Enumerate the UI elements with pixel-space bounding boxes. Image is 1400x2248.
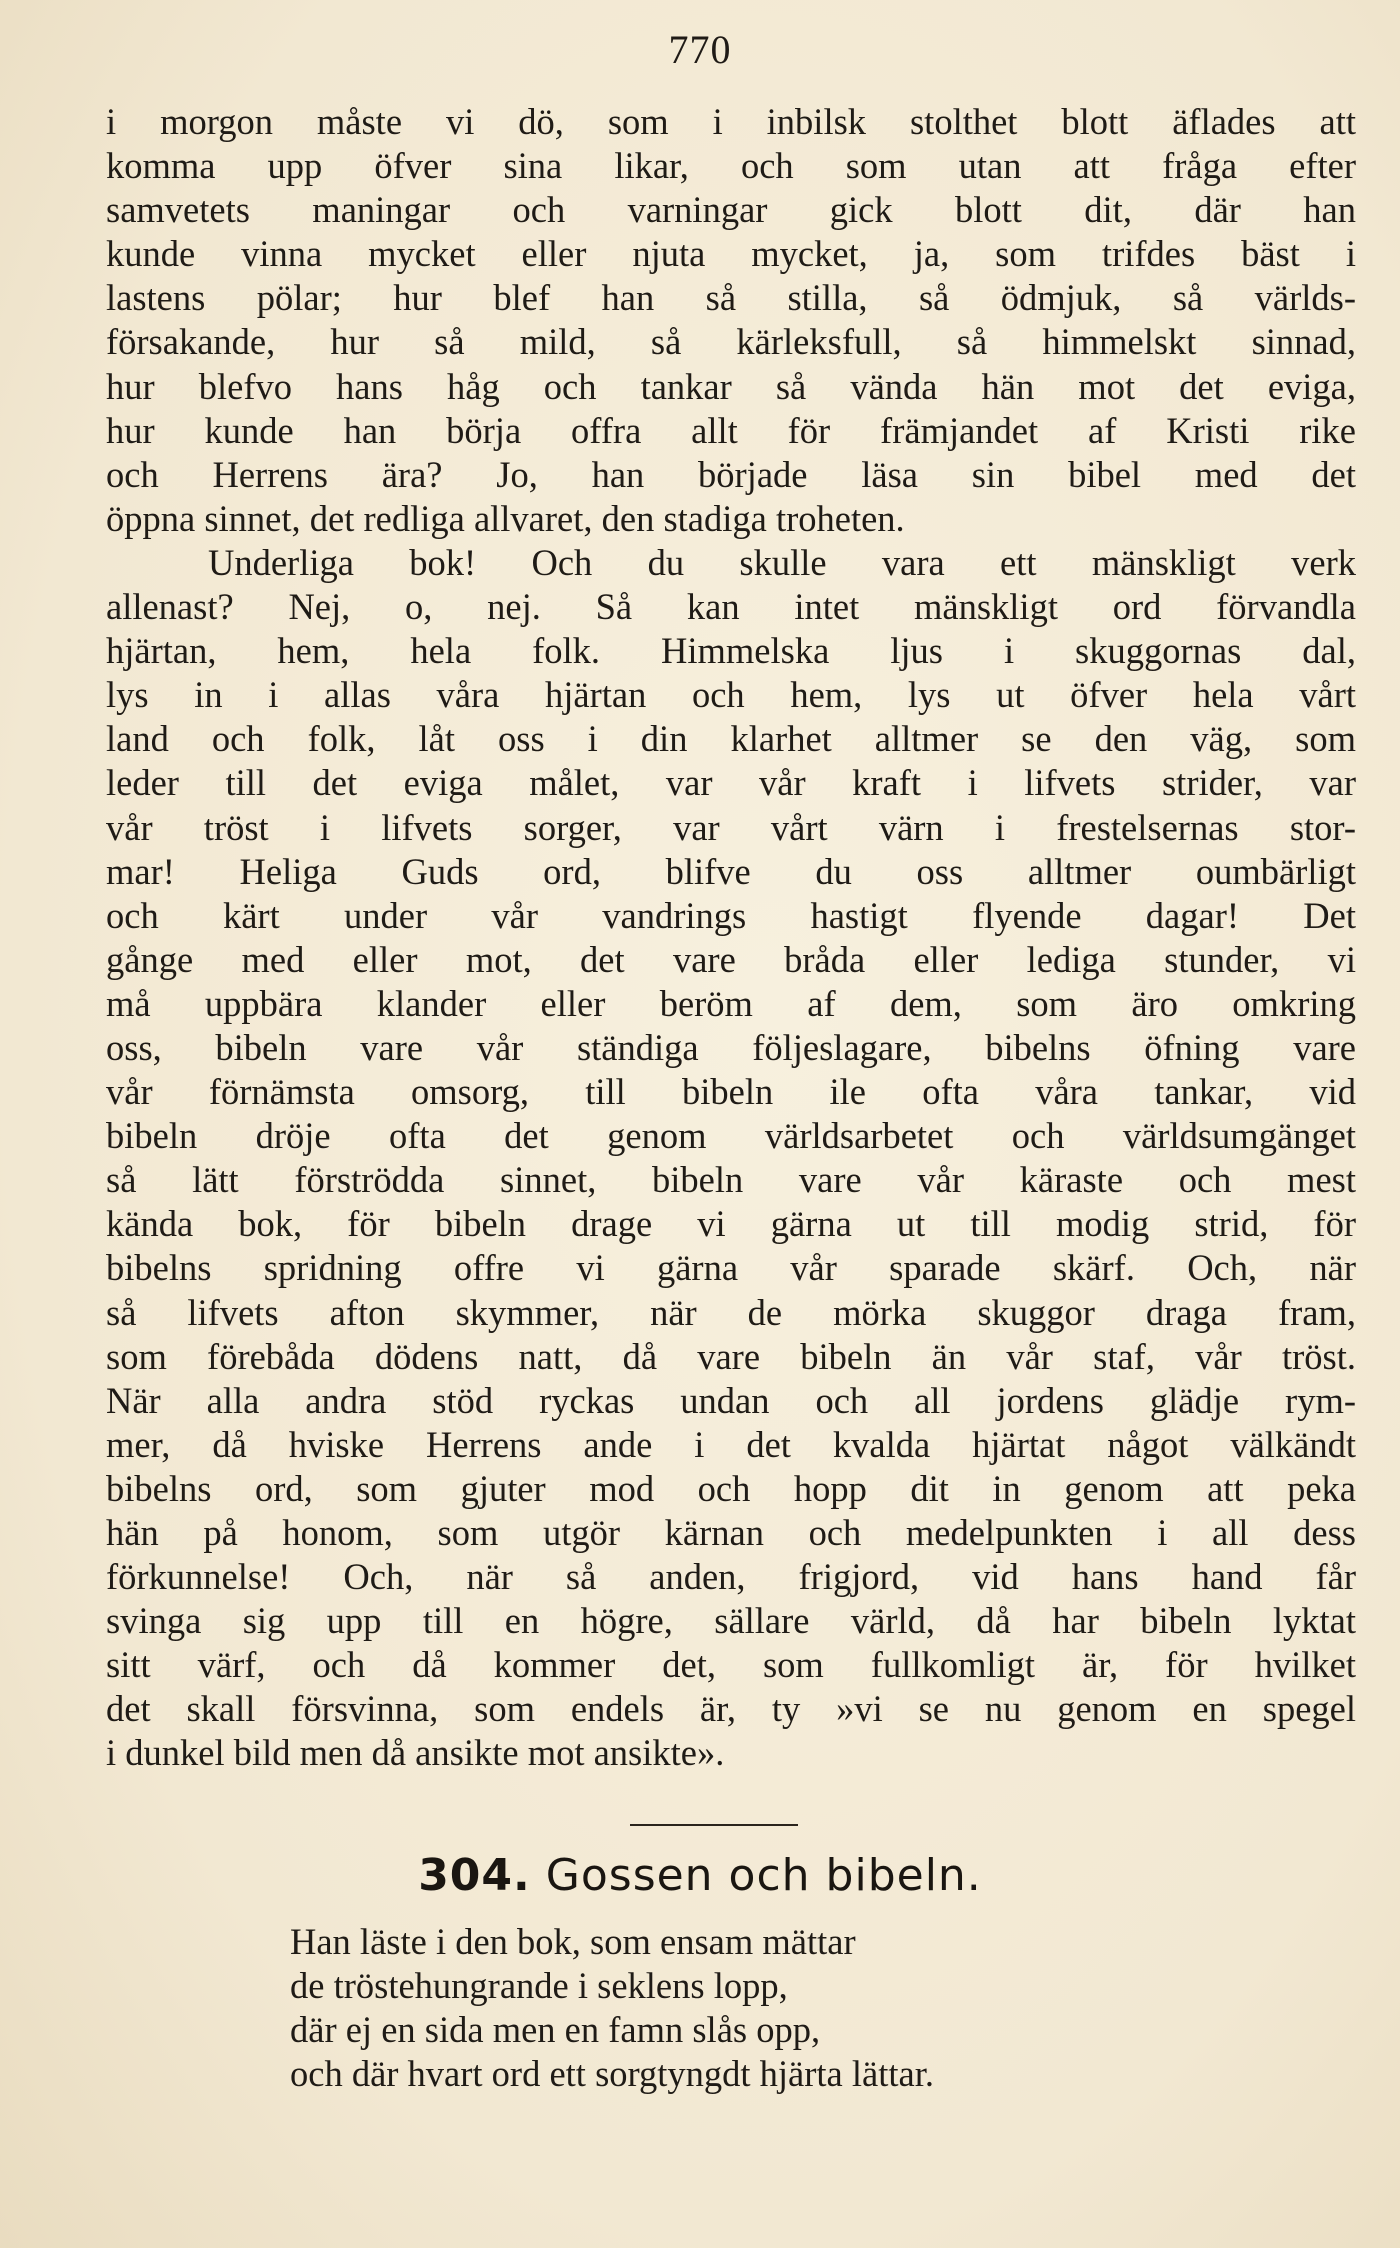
text-line: försakande, hur så mild, så kärleksfull, så himmelskt sinnad, bbox=[106, 321, 1356, 363]
text-line: sitt värf, och då kommer det, som fullkomligt är, för hvilket bbox=[106, 1644, 1356, 1686]
poem-text bbox=[290, 1920, 1290, 2096]
text-line: kända bok, för bibeln drage vi gärna ut till modig strid, för bbox=[106, 1203, 1356, 1245]
text-line: Underliga bok! Och du skulle vara ett mänskligt verk bbox=[208, 541, 1356, 583]
text-line: vår förnämsta omsorg, till bibeln ile ofta våra tankar, vid bbox=[106, 1071, 1356, 1113]
text-line: hän på honom, som utgör kärnan och medelpunkten i all dess bbox=[106, 1512, 1356, 1553]
text-line: och Herrens ära? Jo, han började läsa sin bibel med det bbox=[106, 453, 1356, 495]
poem-line: de tröstehungrande i seklens lopp, bbox=[290, 1965, 788, 2006]
poem-title: Gossen och bibeln. bbox=[545, 1850, 982, 1901]
text-line: leder till det eviga målet, var vår kraft i lifvets strider, var bbox=[106, 762, 1356, 804]
page-number: 770 bbox=[668, 27, 732, 72]
text-line: mar! Heliga Guds ord, blifve du oss alltmer oumbärligt bbox=[106, 850, 1356, 892]
text-line: oss, bibeln vare vår ständiga följeslagare, bibelns öfning vare bbox=[106, 1026, 1356, 1068]
text-line: mer, då hviske Herrens ande i det kvalda hjärtat något välkändt bbox=[106, 1423, 1356, 1465]
text-line: det skall försvinna, som endels är, ty »vi se nu genom en spegel bbox=[106, 1688, 1356, 1730]
poem-heading bbox=[0, 1850, 1400, 1901]
text-line: vår tröst i lifvets sorger, var vårt värn i frestelsernas stor- bbox=[106, 806, 1356, 848]
text-line: må uppbära klander eller beröm af dem, som äro omkring bbox=[106, 982, 1356, 1024]
text-line: bibelns ord, som gjuter mod och hopp dit in genom att peka bbox=[106, 1467, 1356, 1509]
text-line: öppna sinnet, det redliga allvaret, den stadiga troheten. bbox=[106, 497, 905, 539]
text-line: lastens pölar; hur blef han så stilla, så ödmjuk, så världs- bbox=[106, 277, 1356, 319]
text-line: förkunnelse! Och, när så anden, frigjord, vid hans hand får bbox=[106, 1556, 1356, 1598]
text-line: som förebåda dödens natt, då vare bibeln än vår staf, vår tröst. bbox=[106, 1335, 1356, 1377]
text-line: bibeln dröje ofta det genom världsarbetet och världsumgänget bbox=[106, 1115, 1356, 1157]
text-line: i dunkel bild men då ansikte mot ansikte». bbox=[106, 1732, 725, 1774]
text-line: kunde vinna mycket eller njuta mycket, ja, som trifdes bäst i bbox=[106, 233, 1356, 275]
text-line: samvetets maningar och varningar gick blott dit, där han bbox=[106, 189, 1356, 231]
poem-number: 304. bbox=[418, 1850, 531, 1901]
text-line: svinga sig upp till en högre, sällare värld, då har bibeln lyktat bbox=[106, 1600, 1356, 1642]
text-line: land och folk, låt oss i din klarhet alltmer se den väg, som bbox=[106, 718, 1356, 760]
text-line: hur blefvo hans håg och tankar så vända hän mot det eviga, bbox=[106, 365, 1356, 407]
body-text bbox=[106, 100, 1356, 1776]
text-line: lys in i allas våra hjärtan och hem, lys ut öfver hela vårt bbox=[106, 674, 1356, 716]
text-line: hur kunde han börja offra allt för främjandet af Kristi rike bbox=[106, 409, 1356, 451]
poem-line: där ej en sida men en famn slås opp, bbox=[290, 2009, 821, 2050]
text-line: komma upp öfver sina likar, och som utan att fråga efter bbox=[106, 145, 1356, 187]
text-line: allenast? Nej, o, nej. Så kan intet mänskligt ord förvandla bbox=[106, 586, 1356, 628]
text-line: så lifvets afton skymmer, när de mörka skuggor draga fram, bbox=[106, 1291, 1356, 1333]
section-divider bbox=[630, 1824, 798, 1826]
text-line: så lätt förströdda sinnet, bibeln vare vår käraste och mest bbox=[106, 1159, 1356, 1201]
text-line: i morgon måste vi dö, som i inbilsk stolthet blott äflades att bbox=[106, 101, 1356, 142]
poem-line: och där hvart ord ett sorgtyngdt hjärta lättar. bbox=[290, 2053, 934, 2094]
text-line: gånge med eller mot, det vare bråda eller lediga stunder, vi bbox=[106, 938, 1356, 980]
text-line: bibelns spridning offre vi gärna vår sparade skärf. Och, när bbox=[106, 1247, 1356, 1289]
text-line: och kärt under vår vandrings hastigt flyende dagar! Det bbox=[106, 894, 1356, 936]
text-line: När alla andra stöd ryckas undan och all jordens glädje rym- bbox=[106, 1379, 1356, 1421]
text-line: hjärtan, hem, hela folk. Himmelska ljus i skuggornas dal, bbox=[106, 630, 1356, 672]
poem-line: Han läste i den bok, som ensam mättar bbox=[290, 1921, 856, 1962]
